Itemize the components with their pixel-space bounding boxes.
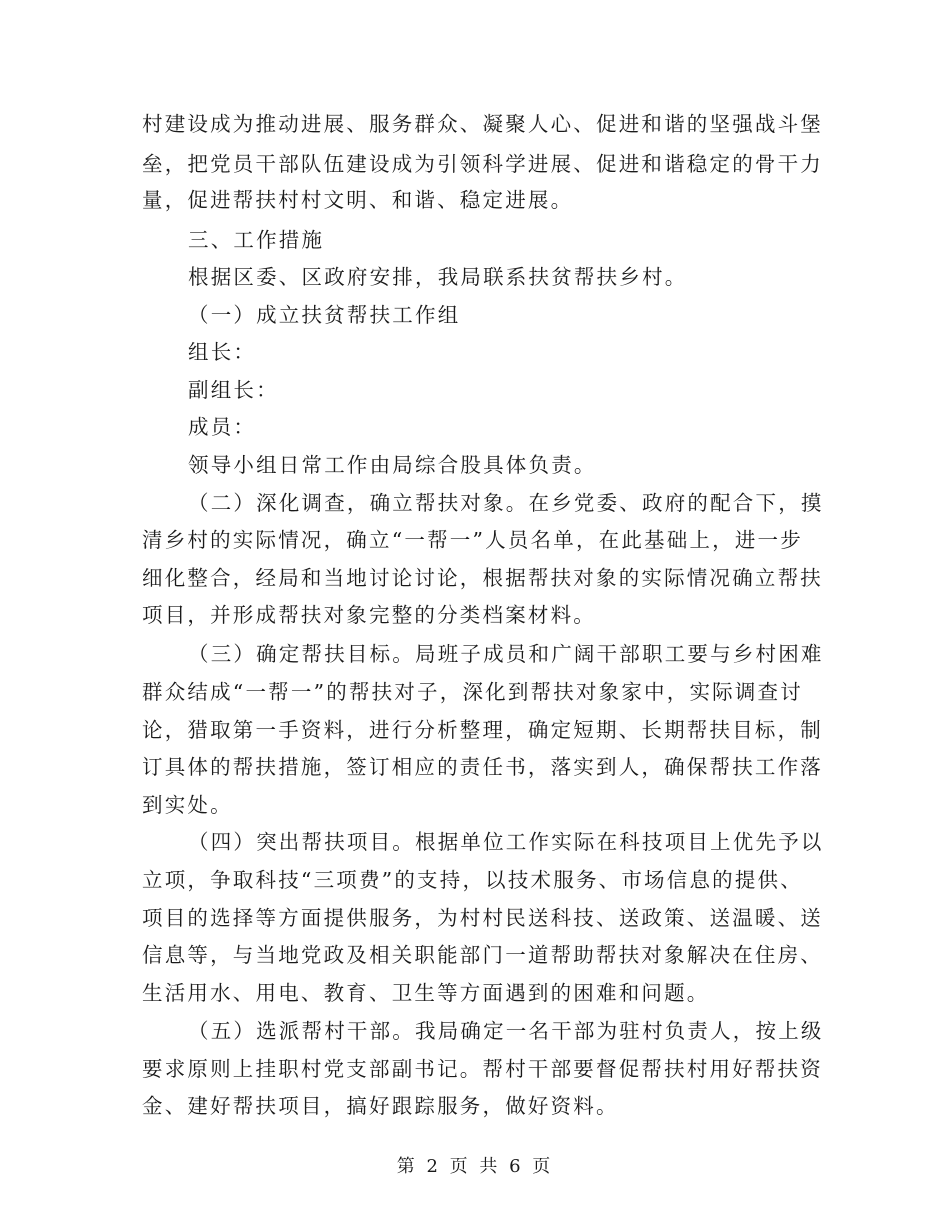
text-line: 项目的选择等方面提供服务，为村村民送科技、送政策、送温暖、送 (142, 906, 823, 930)
text-line: 金、建好帮扶项目，搞好跟踪服务，做好资料。 (142, 1094, 619, 1118)
text-line: 三、工作措施 (188, 228, 325, 252)
text-line: 群众结成“一帮一”的帮扶对子，深化到帮扶对象家中，实际调查讨 (142, 680, 803, 704)
text-line: 副组长： (188, 378, 279, 402)
text-line: （五）选派帮村干部。我局确定一名干部为驻村负责人，按上级 (188, 1019, 824, 1043)
text-line: 到实处。 (142, 793, 233, 817)
page-footer: 第 2 页 共 6 页 (396, 1156, 554, 1177)
text-line: 村建设成为推动进展、服务群众、凝聚人心、促进和谐的坚强战斗堡 (142, 112, 823, 136)
text-line: （四）突出帮扶项目。根据单位工作实际在科技项目上优先予以 (188, 830, 824, 854)
text-line: 成员： (188, 415, 257, 439)
text-line: 论，猎取第一手资料，进行分析整理，确定短期、长期帮扶目标，制 (142, 718, 823, 742)
text-line: （二）深化调查，确立帮扶对象。在乡党委、政府的配合下，摸 (188, 491, 824, 515)
text-line: 要求原则上挂职村党支部副书记。帮村干部要督促帮扶村用好帮扶资 (142, 1057, 823, 1081)
text-line: 生活用水、用电、教育、卫生等方面遇到的困难和问题。 (142, 981, 710, 1005)
text-line: （三）确定帮扶目标。局班子成员和广阔干部职工要与乡村困难 (188, 642, 824, 666)
text-line: （一）成立扶贫帮扶工作组 (188, 303, 461, 327)
text-line: 订具体的帮扶措施，签订相应的责任书，落实到人，确保帮扶工作落 (142, 755, 823, 779)
text-line: 根据区委、区政府安排，我局联系扶贫帮扶乡村。 (188, 265, 688, 289)
text-line: 细化整合，经局和当地讨论讨论，根据帮扶对象的实际情况确立帮扶 (142, 566, 823, 590)
text-line: 立项，争取科技“三项费”的支持，以技术服务、市场信息的提供、 (142, 868, 803, 892)
text-line: 清乡村的实际情况，确立“一帮一”人员名单，在此基础上，进一步 (142, 528, 803, 552)
text-line: 信息等，与当地党政及相关职能部门一道帮助帮扶对象解决在住房、 (142, 943, 823, 967)
text-line: 量，促进帮扶村村文明、和谐、稳定进展。 (142, 188, 574, 212)
text-line: 领导小组日常工作由局综合股具体负责。 (188, 453, 597, 477)
text-line: 垒，把党员干部队伍建设成为引领科学进展、促进和谐稳定的骨干力 (142, 152, 823, 176)
text-line: 项目，并形成帮扶对象完整的分类档案材料。 (142, 603, 596, 627)
text-line: 组长： (188, 340, 257, 364)
